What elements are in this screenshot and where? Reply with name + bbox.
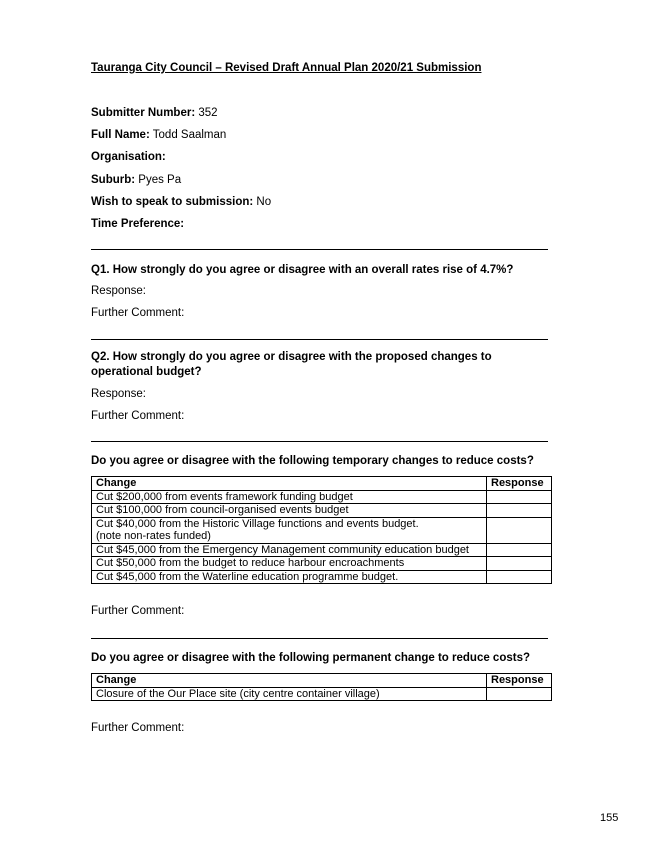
- table-row: [92, 504, 552, 518]
- submitter-number: [91, 107, 218, 119]
- table-row: [92, 543, 552, 557]
- q1-response-label: Response:: [91, 285, 146, 297]
- document-title: Tauranga City Council – Revised Draft Annual Plan 2020/21 Submission: [91, 62, 482, 74]
- divider: [91, 249, 548, 250]
- wish-to-speak-value: No: [253, 196, 272, 208]
- page-number: 155: [600, 812, 619, 824]
- table-header-response: Response: [487, 477, 552, 491]
- change-cell: Cut $200,000 from events framework funding budget: [92, 490, 487, 504]
- temporary-comment-label: Further Comment:: [91, 605, 185, 617]
- change-cell-note: (note non-rates funded): [96, 530, 211, 542]
- organisation-label: Organisation:: [91, 151, 166, 163]
- response-cell: [487, 687, 552, 701]
- table-header-row: [92, 477, 552, 491]
- table-row: [92, 490, 552, 504]
- permanent-comment-label: Further Comment:: [91, 722, 185, 734]
- q1-question: Q1. How strongly do you agree or disagree with an overall rates rise of 4.7%?: [91, 264, 514, 276]
- time-preference-label: Time Preference:: [91, 218, 185, 230]
- response-cell: [487, 517, 552, 543]
- change-cell: Cut $100,000 from council-organised events budget: [92, 504, 487, 518]
- submitter-number-label: Submitter Number:: [91, 107, 196, 119]
- temporary-question: Do you agree or disagree with the following temporary changes to reduce costs?: [91, 455, 534, 467]
- time-preference: [91, 218, 184, 230]
- divider: [91, 441, 548, 442]
- wish-to-speak-label: Wish to speak to submission:: [91, 196, 254, 208]
- submitter-number-value: 352: [195, 107, 218, 119]
- change-cell: Closure of the Our Place site (city centre container village): [92, 687, 487, 701]
- response-cell: [487, 504, 552, 518]
- table-row: [92, 517, 552, 543]
- response-cell: [487, 490, 552, 504]
- full-name-label: Full Name:: [91, 129, 150, 141]
- divider: [91, 339, 548, 340]
- wish-to-speak: [91, 196, 271, 208]
- temporary-changes-table: [91, 476, 552, 584]
- table-header-change: Change: [92, 674, 487, 688]
- suburb-label: Suburb:: [91, 174, 136, 186]
- q2-response-label: Response:: [91, 388, 146, 400]
- q1-comment-label: Further Comment:: [91, 307, 185, 319]
- permanent-question: Do you agree or disagree with the following permanent change to reduce costs?: [91, 652, 530, 664]
- full-name-value: Todd Saalman: [149, 129, 227, 141]
- table-row: [92, 557, 552, 571]
- suburb: [91, 174, 181, 186]
- divider: [91, 638, 548, 639]
- organisation: [91, 151, 166, 163]
- table-header-change: Change: [92, 477, 487, 491]
- change-cell: Cut $50,000 from the budget to reduce harbour encroachments: [92, 557, 487, 571]
- change-cell: Cut $45,000 from the Emergency Management community education budget: [92, 543, 487, 557]
- table-row: [92, 687, 552, 701]
- q2-question: Q2. How strongly do you agree or disagree with the proposed changes to operational budget?: [91, 351, 492, 378]
- response-cell: [487, 557, 552, 571]
- table-header-row: [92, 674, 552, 688]
- table-row: [92, 570, 552, 584]
- q2-comment-label: Further Comment:: [91, 410, 185, 422]
- full-name: [91, 129, 226, 141]
- table-header-response: Response: [487, 674, 552, 688]
- permanent-change-table: [91, 673, 552, 701]
- response-cell: [487, 570, 552, 584]
- change-cell: [92, 517, 487, 543]
- change-cell-line: Cut $40,000 from the Historic Village functions and events budget.: [96, 517, 419, 530]
- change-cell: Cut $45,000 from the Waterline education programme budget.: [92, 570, 487, 584]
- response-cell: [487, 543, 552, 557]
- suburb-value: Pyes Pa: [135, 174, 182, 186]
